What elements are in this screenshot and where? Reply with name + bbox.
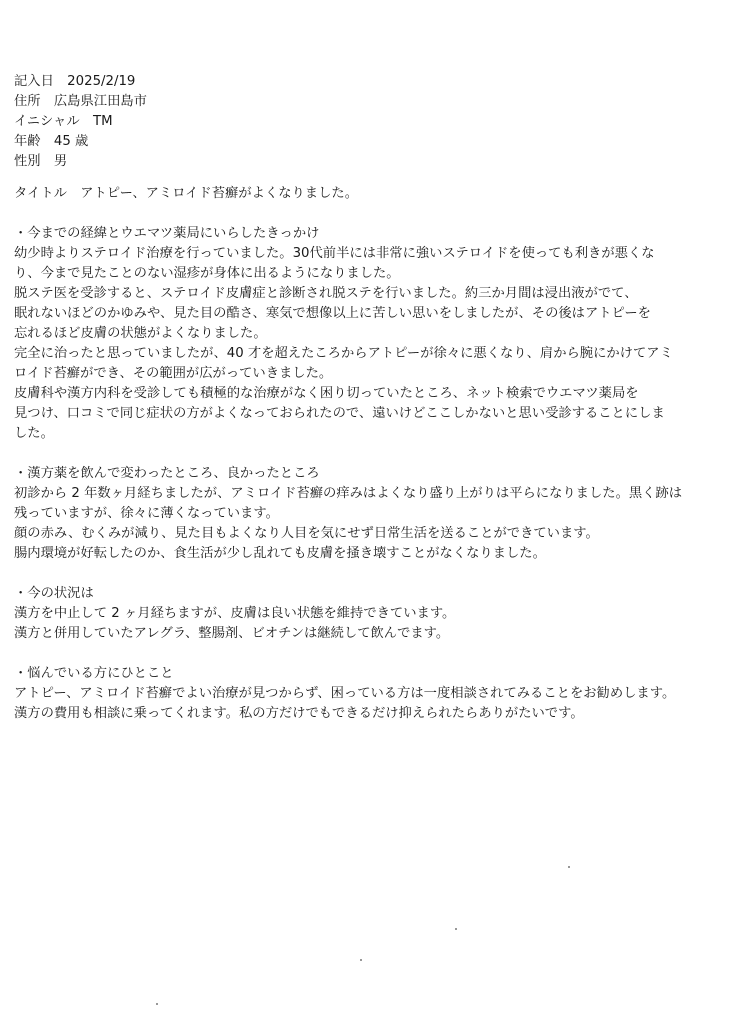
paragraph-line: 顔の赤み、むくみが減り、見た目もよくなり人目を気にせず日常生活を送ることができています。 xyxy=(14,526,599,541)
age: 年齢 45 歳 xyxy=(14,134,89,149)
testimonial-title: タイトル アトピー、アミロイド苔癬がよくなりました。 xyxy=(14,186,358,201)
paragraph-line: 完全に治ったと思っていましたが、40 才を超えたころからアトピーが徐々に悪くなり、肩から腕にかけてアミ xyxy=(14,346,673,361)
scan-speck xyxy=(568,866,570,868)
section-heading-advice: ・悩んでいる方にひとこと xyxy=(14,666,174,681)
paragraph-line: した。 xyxy=(14,426,54,441)
scan-speck xyxy=(455,928,457,930)
paragraph-line: 見つけ、口コミで同じ症状の方がよくなっておられたので、遠いけどここしかないと思い受診することにしま xyxy=(14,406,665,421)
paragraph-line: 残っていますが、徐々に薄くなっています。 xyxy=(14,506,279,521)
scan-speck xyxy=(360,959,362,961)
section-heading-changes: ・漢方薬を飲んで変わったところ、良かったところ xyxy=(14,466,320,481)
initials: イニシャル TM xyxy=(14,114,113,129)
paragraph-line: 初診から 2 年数ヶ月経ちましたが、アミロイド苔癬の痒みはよくなり盛り上がりは平らになりました。黒く跡は xyxy=(14,486,683,501)
paragraph-line: 眠れないほどのかゆみや、見た目の酷さ、寒気で想像以上に苦しい思いをしましたが、その後はアトピーを xyxy=(14,306,651,321)
entry-date: 記入日 2025/2/19 xyxy=(14,74,136,89)
paragraph-line: ロイド苔癬ができ、その範囲が広がっていきました。 xyxy=(14,366,333,381)
paragraph-line: 漢方の費用も相談に乗ってくれます。私の方だけでもできるだけ抑えられたらありがたいです。 xyxy=(14,706,584,721)
paragraph-line: 皮膚科や漢方内科を受診しても積極的な治療がなく困り切っていたところ、ネット検索でウエマツ薬局を xyxy=(14,386,639,401)
gender: 性別 男 xyxy=(14,154,68,169)
paragraph-line: り、今まで見たことのない湿疹が身体に出るようになりました。 xyxy=(14,266,400,281)
paragraph-line: 脱ステ医を受診すると、ステロイド皮膚症と診断され脱ステを行いました。約三か月間は浸出液がでて、 xyxy=(14,286,638,301)
scan-speck xyxy=(156,1003,158,1005)
paragraph-line: アトピー、アミロイド苔癬でよい治療が見つからず、困っている方は一度相談されてみることをお勧めします。 xyxy=(14,686,676,701)
paragraph-line: 幼少時よりステロイド治療を行っていました。30代前半には非常に強いステロイドを使っても利きが悪くな xyxy=(14,246,655,261)
paragraph-line: 腸内環境が好転したのか、食生活が少し乱れても皮膚を掻き壊すことがなくなりました。 xyxy=(14,546,546,561)
section-heading-background: ・今までの経緯とウエマツ薬局にいらしたきっかけ xyxy=(14,226,320,241)
document-body xyxy=(14,72,724,724)
paragraph-line: 忘れるほど皮膚の状態がよくなりました。 xyxy=(14,326,267,341)
paragraph-line: 漢方を中止して 2 ヶ月経ちますが、皮膚は良い状態を維持できています。 xyxy=(14,606,456,621)
paragraph-line: 漢方と併用していたアレグラ、整腸剤、ビオチンは継続して飲んでます。 xyxy=(14,626,450,641)
address: 住所 広島県江田島市 xyxy=(14,94,147,109)
section-heading-current-status: ・今の状況は xyxy=(14,586,94,601)
